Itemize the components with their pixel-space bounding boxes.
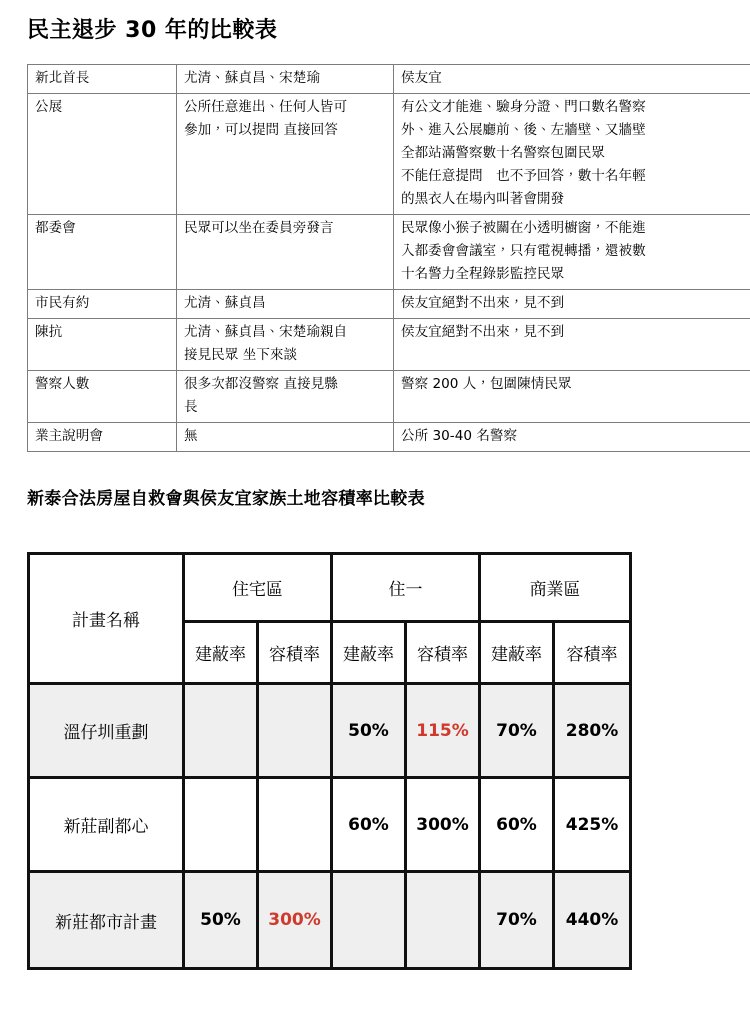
cell-value	[185, 685, 259, 779]
text-line: 有公文才能進、驗身分證、門口數名警察	[401, 99, 646, 115]
table-row	[28, 65, 750, 94]
cell-role-label: 公展	[28, 94, 177, 215]
text-line: 民眾可以坐在委員旁發言	[184, 220, 334, 236]
cell-present: 侯友宜	[394, 65, 750, 94]
text-line: 不能任意提問 也不予回答，數十名年輕	[401, 168, 646, 184]
table-row	[28, 319, 750, 371]
cell-value: 50%	[333, 685, 407, 779]
cell-plan-name: 新莊都市計畫	[30, 873, 185, 967]
cell-plan-name: 新莊副都心	[30, 779, 185, 873]
cell-value: 440%	[555, 873, 629, 967]
cell-value	[333, 873, 407, 967]
text-line: 十名警力全程錄影監控民眾	[401, 266, 565, 282]
text-line: 尤清、蘇貞昌、宋楚瑜親自	[184, 324, 348, 340]
cell-role-label: 市民有約	[28, 290, 177, 319]
cell-value: 60%	[481, 779, 555, 873]
header-zone-residential: 住宅區	[185, 555, 333, 623]
text-line: 侯友宜絕對不出來，見不到	[401, 295, 565, 311]
cell-past	[177, 423, 394, 452]
page-title: 民主退步 30 年的比較表	[27, 18, 278, 43]
ratio-table-body	[30, 555, 629, 967]
cell-past	[177, 371, 394, 423]
table-row	[28, 215, 750, 290]
text-line: 很多次都沒警察 直接見縣	[184, 376, 338, 392]
cell-role-label: 都委會	[28, 215, 177, 290]
text-line: 長	[184, 399, 198, 415]
cell-role-label: 新北首長	[28, 65, 177, 94]
cell-present	[394, 371, 750, 423]
text-line: 的黑衣人在場內叫著會開發	[401, 191, 565, 207]
cell-value: 60%	[333, 779, 407, 873]
table-row	[30, 685, 629, 779]
text-line: 民眾像小猴子被關在小透明櫥窗，不能進	[401, 220, 646, 236]
cell-value	[259, 779, 333, 873]
text-line: 警察 200 人，包圍陳情民眾	[401, 376, 572, 392]
header-zone-commercial: 商業區	[481, 555, 629, 623]
text-line: 全都站滿警察數十名警察包圍民眾	[401, 145, 605, 161]
cell-value: 425%	[555, 779, 629, 873]
cell-role-label: 業主說明會	[28, 423, 177, 452]
header-zone-residential-one: 住一	[333, 555, 481, 623]
text-line: 參加，可以提問 直接回答	[184, 122, 338, 138]
comparison-table-wrapper	[27, 64, 711, 452]
text-line: 入都委會會議室，只有電視轉播，還被數	[401, 243, 646, 259]
table-row	[30, 873, 629, 967]
section-title-ratio-table: 新泰合法房屋自救會與侯友宜家族土地容積率比較表	[27, 489, 425, 509]
cell-value	[185, 779, 259, 873]
cell-value	[407, 873, 481, 967]
cell-present	[394, 423, 750, 452]
ratio-table-wrapper	[27, 552, 632, 970]
ratio-table	[27, 552, 632, 970]
comparison-table-body	[28, 65, 750, 452]
cell-present	[394, 290, 750, 319]
table-row	[28, 290, 750, 319]
comparison-table	[27, 64, 750, 452]
text-line: 外、進入公展廳前、後、左牆壁、又牆壁	[401, 122, 646, 138]
cell-present	[394, 215, 750, 290]
table-header-row-zones	[30, 555, 629, 623]
cell-value: 50%	[185, 873, 259, 967]
cell-present	[394, 319, 750, 371]
cell-role-label: 陳抗	[28, 319, 177, 371]
header-metric-coverage-1: 建蔽率	[185, 623, 259, 685]
text-line: 侯友宜絕對不出來，見不到	[401, 324, 565, 340]
cell-value-highlighted: 300%	[259, 873, 333, 967]
cell-past	[177, 319, 394, 371]
table-row	[28, 371, 750, 423]
header-metric-far-2: 容積率	[407, 623, 481, 685]
cell-past	[177, 94, 394, 215]
text-line: 接見民眾 坐下來談	[184, 347, 298, 363]
table-row	[28, 423, 750, 452]
text-line: 公所任意進出、任何人皆可	[184, 99, 348, 115]
cell-past	[177, 290, 394, 319]
cell-past: 尤清、蘇貞昌、宋楚瑜	[177, 65, 394, 94]
header-metric-far-3: 容積率	[555, 623, 629, 685]
cell-value: 280%	[555, 685, 629, 779]
text-line: 無	[184, 428, 198, 444]
text-line: 公所 30-40 名警察	[401, 428, 518, 444]
cell-value: 70%	[481, 685, 555, 779]
cell-present	[394, 94, 750, 215]
cell-value: 300%	[407, 779, 481, 873]
header-metric-coverage-2: 建蔽率	[333, 623, 407, 685]
header-metric-far-1: 容積率	[259, 623, 333, 685]
cell-past	[177, 215, 394, 290]
table-row	[30, 779, 629, 873]
table-row	[28, 94, 750, 215]
cell-plan-name: 溫仔圳重劃	[30, 685, 185, 779]
text-line: 尤清、蘇貞昌	[184, 295, 266, 311]
cell-value: 70%	[481, 873, 555, 967]
cell-value-highlighted: 115%	[407, 685, 481, 779]
header-metric-coverage-3: 建蔽率	[481, 623, 555, 685]
cell-role-label: 警察人數	[28, 371, 177, 423]
cell-value	[259, 685, 333, 779]
header-plan-name: 計畫名稱	[30, 555, 185, 685]
